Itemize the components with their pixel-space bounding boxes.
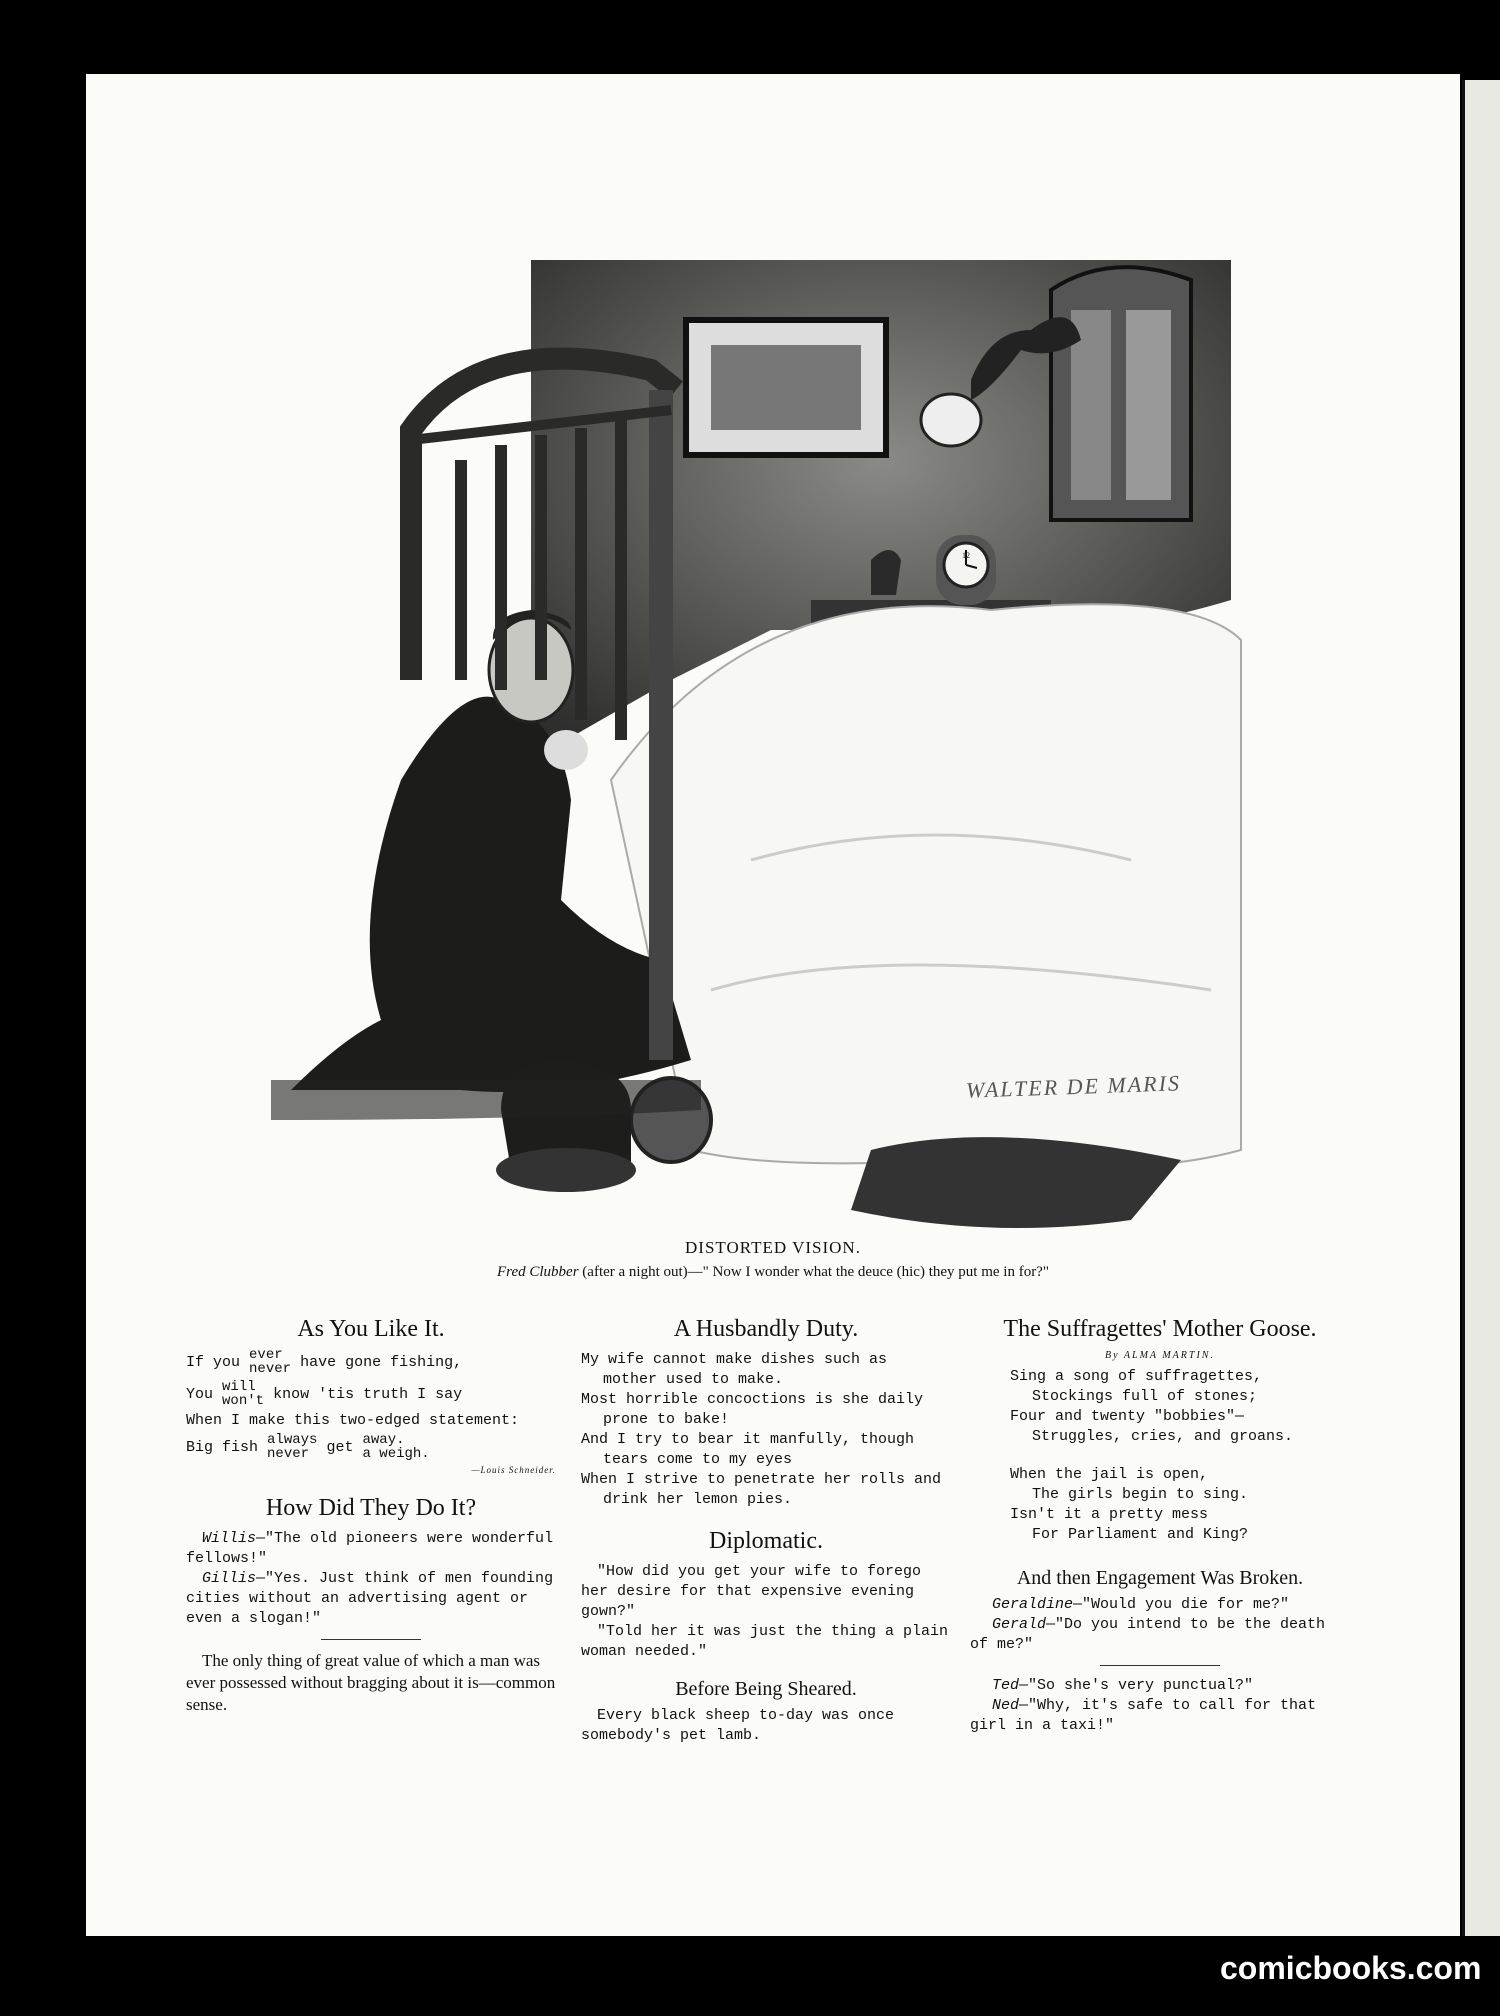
poem xyxy=(970,1367,1350,1545)
article-title-husbandly-duty: A Husbandly Duty. xyxy=(673,1316,859,1342)
paragraph: Geraldine—"Would you die for me?" xyxy=(992,1596,1290,1613)
poem-line: drink her lemon pies. xyxy=(603,1491,793,1508)
poem-line: When I strive to penetrate her rolls and xyxy=(581,1471,942,1488)
article-title-engagement-broken: And then Engagement Was Broken. xyxy=(1016,1567,1304,1589)
poem-line: mother used to make. xyxy=(603,1371,784,1388)
top-hat-icon xyxy=(496,1060,636,1192)
poem-line: Isn't it a pretty mess xyxy=(1010,1506,1209,1523)
poem-line: Sing a song of suffragettes, xyxy=(1010,1368,1263,1385)
alarm-clock-icon xyxy=(936,535,996,605)
poem xyxy=(581,1350,951,1510)
paragraph: The only thing of great value of which a man was ever possessed without bragging about it is—common sense. xyxy=(186,1651,556,1714)
poem-line: For Parliament and King? xyxy=(1032,1526,1249,1543)
poem-line: Struggles, cries, and groans. xyxy=(1032,1428,1294,1445)
poem-line: Stockings full of stones; xyxy=(1032,1388,1258,1405)
article-title-before-sheared: Before Being Sheared. xyxy=(675,1678,857,1700)
artist-signature: WALTER DE MARIS xyxy=(965,1070,1182,1103)
poem-line: And I try to bear it manfully, though xyxy=(581,1431,915,1448)
poem-line: Four and twenty "bobbies"— xyxy=(1010,1408,1245,1425)
article-title-how-did-they: How Did They Do It? xyxy=(265,1495,477,1521)
poem-line: When the jail is open, xyxy=(1010,1466,1209,1483)
column-3 xyxy=(970,1314,1350,1736)
column-2 xyxy=(581,1314,951,1746)
cartoon-illustration xyxy=(231,160,1251,1290)
paragraph: Every black sheep to-day was once somebody's pet lamb. xyxy=(581,1707,895,1744)
paragraph: Gerald—"Do you intend to be the death of me?" xyxy=(970,1616,1326,1653)
poem-line-2: You will won't know 'tis truth I say xyxy=(186,1379,463,1409)
paragraph: Ted—"So she's very punctual?" xyxy=(992,1677,1254,1694)
poem-line: Most horrible concoctions is she daily xyxy=(581,1391,924,1408)
poem-line: tears come to my eyes xyxy=(603,1451,793,1468)
article-title-mother-goose: The Suffragettes' Mother Goose. xyxy=(1003,1316,1317,1342)
article-title-diplomatic: Diplomatic. xyxy=(709,1528,823,1554)
article-title-as-you-like-it: As You Like It. xyxy=(297,1316,445,1342)
paragraph: Willis—"The old pioneers were wonderful fellows!" xyxy=(186,1530,554,1567)
divider xyxy=(321,1639,421,1640)
poem-line: prone to bake! xyxy=(603,1411,730,1428)
poem-line: The girls begin to sing. xyxy=(1032,1486,1249,1503)
caption-quote: (after a night out)—" Now I wonder what the deuce (hic) they put me in for?" xyxy=(582,1264,1049,1280)
poem-line-3: When I make this two-edged statement: xyxy=(186,1412,520,1429)
caption-title: DISTORTED VISION. xyxy=(685,1238,861,1257)
svg-text:12: 12 xyxy=(962,551,970,560)
paragraph: "Told her it was just the thing a plain woman needed." xyxy=(581,1623,949,1660)
column-1 xyxy=(186,1314,556,1716)
byline: By ALMA MARTIN. xyxy=(1105,1350,1215,1361)
paragraph: Ned—"Why, it's safe to call for that girl in a taxi!" xyxy=(970,1697,1317,1734)
watermark: comicbooks.com xyxy=(1220,1950,1482,1986)
author-credit: —Louis Schneider. xyxy=(471,1465,556,1475)
paragraph: "How did you get your wife to forego her desire for that expensive evening gown?" xyxy=(581,1563,922,1620)
caption-text xyxy=(86,1264,1460,1281)
divider xyxy=(1100,1665,1220,1666)
poem-line-1: If you ever never have gone fishing, xyxy=(186,1347,463,1377)
next-page-edge xyxy=(1462,80,1500,1936)
paragraph: Gillis—"Yes. Just think of men founding cities without an advertising agent or even a slogan!" xyxy=(186,1570,554,1627)
caption-speaker: Fred Clubber xyxy=(497,1264,579,1280)
poem-line: My wife cannot make dishes such as xyxy=(581,1351,888,1368)
magazine-page xyxy=(86,74,1460,1936)
poem-line-4: Big fish always never get away. a weigh. xyxy=(186,1432,430,1462)
